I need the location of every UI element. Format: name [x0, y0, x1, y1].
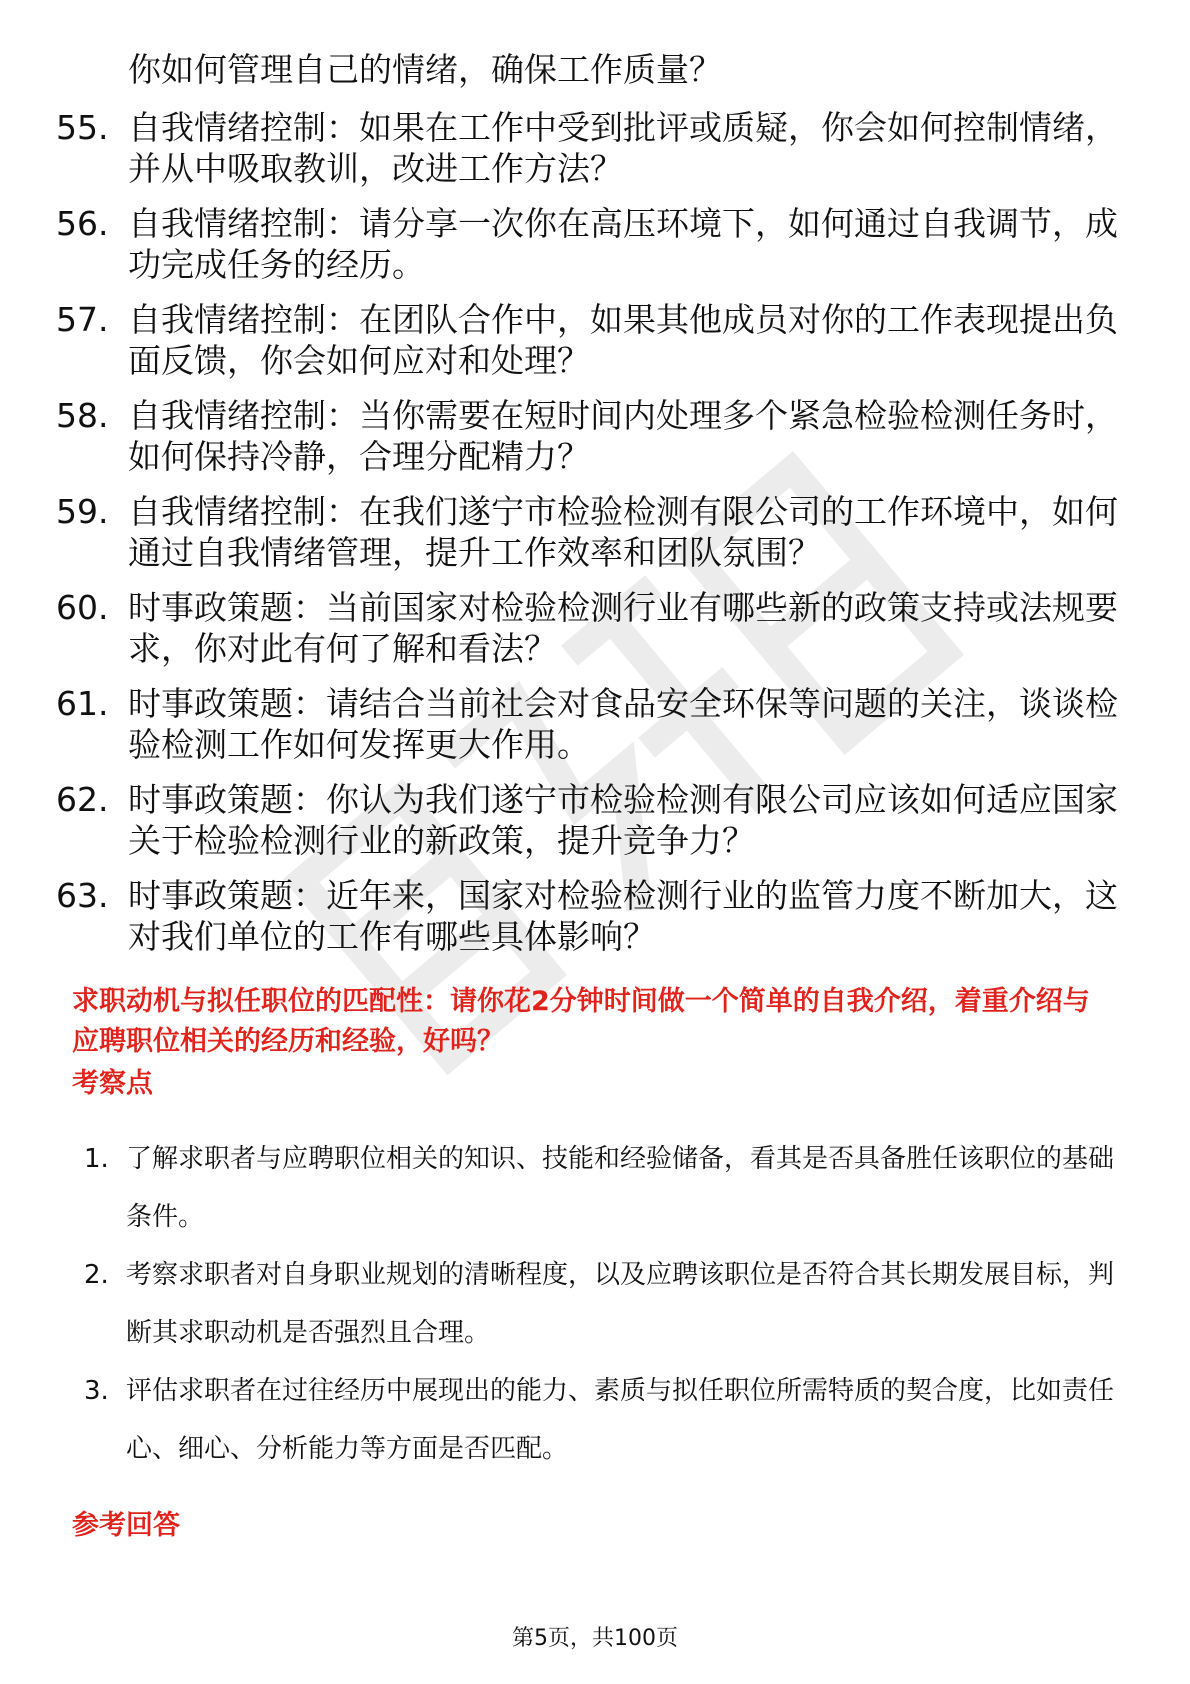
answer-title: 参考回答: [72, 1510, 180, 1541]
question-number: 58.: [56, 396, 109, 435]
question-item: [56, 779, 1136, 861]
list-item: [84, 1246, 1124, 1362]
list-item: [84, 1130, 1124, 1246]
question-text: 时事政策题：当前国家对检验检测行业有哪些新的政策支持或法规要求，你对此有何了解和看法？: [128, 588, 1118, 668]
question-text: 时事政策题：请结合当前社会对食品安全环保等问题的关注，谈谈检验检测工作如何发挥更大作用。: [128, 684, 1118, 764]
list-item-number: 1.: [84, 1144, 109, 1174]
question-number: 61.: [56, 684, 109, 723]
list-item-text: 评估求职者在过往经历中展现出的能力、素质与拟任职位所需特质的契合度，比如责任心、细心、分析能力等方面是否匹配。: [126, 1376, 1115, 1464]
question-item: [56, 395, 1136, 477]
question-text: 自我情绪控制：在我们遂宁市检验检测有限公司的工作环境中，如何通过自我情绪管理，提升工作效率和团队氛围？: [128, 492, 1118, 572]
question-number: 57.: [56, 300, 109, 339]
question-number: 56.: [56, 204, 109, 243]
list-item-number: 3.: [84, 1376, 109, 1406]
question-item: [56, 683, 1136, 765]
question-item: [56, 299, 1136, 381]
question-text: 时事政策题：近年来，国家对检验检测行业的监管力度不断加大，这对我们单位的工作有哪些具体影响？: [128, 876, 1118, 956]
question-number: 63.: [56, 876, 109, 915]
question-item: [56, 875, 1136, 957]
list-item: [84, 1362, 1124, 1478]
list-item-text: 了解求职者与应聘职位相关的知识、技能和经验储备，看其是否具备胜任该职位的基础条件。: [126, 1144, 1115, 1232]
question-text: 自我情绪控制：当你需要在短时间内处理多个紧急检验检测任务时，如何保持冷静，合理分配精力？: [128, 396, 1118, 476]
question-item: [56, 491, 1136, 573]
question-item: [56, 107, 1136, 189]
list-item-number: 2.: [84, 1260, 109, 1290]
question-number: 59.: [56, 492, 109, 531]
list-item-text: 考察求职者对自身职业规划的清晰程度，以及应聘该职位是否符合其长期发展目标，判断其求职动机是否强烈且合理。: [126, 1260, 1115, 1348]
question-text: 自我情绪控制：在团队合作中，如果其他成员对你的工作表现提出负面反馈，你会如何应对和处理？: [128, 300, 1118, 380]
points-title: 考察点: [72, 1068, 153, 1099]
question-item: [56, 587, 1136, 669]
question-text: 自我情绪控制：请分享一次你在高压环境下，如何通过自我调节，成功完成任务的经历。: [128, 204, 1118, 284]
question-item: [56, 203, 1136, 285]
question-text: 你如何管理自己的情绪，确保工作质量？: [128, 50, 722, 89]
question-continuation: [56, 49, 1136, 90]
question-number: 62.: [56, 780, 109, 819]
page-footer: 第5页，共100页: [512, 1626, 678, 1651]
question-number: 60.: [56, 588, 109, 627]
question-text: 时事政策题：你认为我们遂宁市检验检测有限公司应该如何适应国家关于检验检测行业的新政策，提升竞争力？: [128, 780, 1118, 860]
question-number: 55.: [56, 108, 109, 147]
question-text: 自我情绪控制：如果在工作中受到批评或质疑，你会如何控制情绪，并从中吸取教训，改进工作方法？: [128, 108, 1118, 188]
section-heading: 求职动机与拟任职位的匹配性：请你花2分钟时间做一个简单的自我介绍，着重介绍与应聘职位相关的经历和经验，好吗？: [72, 986, 1090, 1057]
